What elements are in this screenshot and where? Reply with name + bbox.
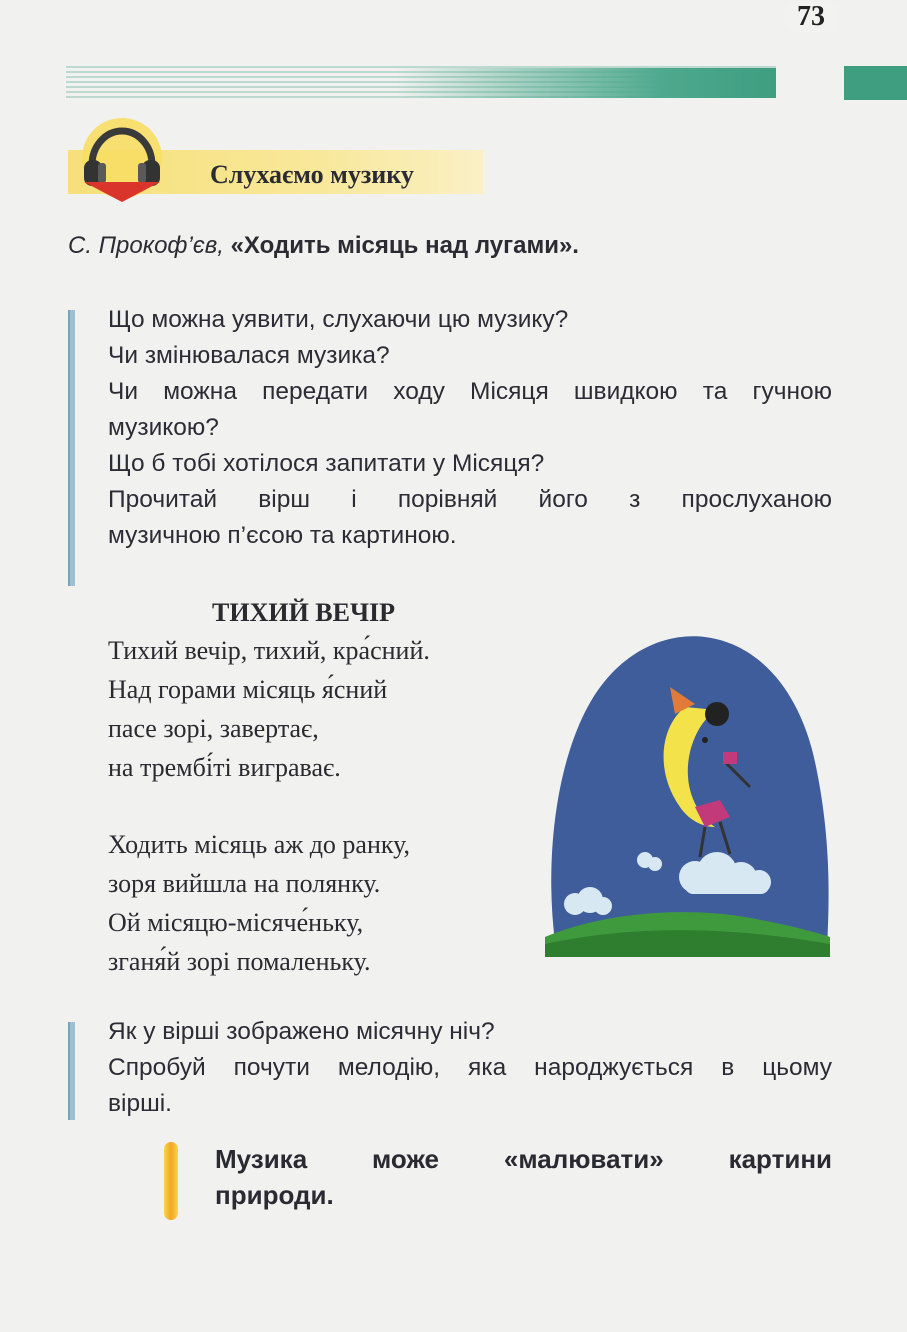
poem-line: Ходить місяць аж до ранку, bbox=[108, 830, 411, 859]
moon-illustration bbox=[545, 632, 830, 957]
composition-line bbox=[68, 232, 579, 260]
conclusion-line: Музика може «малювати» картини bbox=[215, 1144, 832, 1174]
poem-line: зганя́й зорі помаленьку. bbox=[108, 947, 371, 976]
question-line: Спробуй почути мелодію, яка народжується в цьому bbox=[108, 1054, 832, 1081]
section-title: Слухаємо музику bbox=[210, 160, 414, 189]
question-line: Чи змінювалася музика? bbox=[108, 342, 390, 369]
highlight-marker-icon bbox=[160, 1140, 182, 1222]
question-block-bar bbox=[68, 1022, 75, 1120]
conclusion-statement bbox=[215, 1141, 832, 1213]
question-line: Як у вірші зображено місячну ніч? bbox=[108, 1018, 495, 1045]
headphones-icon bbox=[70, 110, 180, 205]
question-line: Що б тобі хотілося запитати у Місяця? bbox=[108, 450, 545, 477]
header-gradient bbox=[396, 68, 776, 98]
composer-name: С. Прокоф’єв, bbox=[68, 232, 224, 259]
question-line: Чи можна передати ходу Місяця швидкою та гучною bbox=[108, 378, 832, 405]
poem-line: Ой місяцю-місяче́ньку, bbox=[108, 908, 364, 937]
header-green-tab bbox=[844, 66, 907, 100]
question-line: вірші. bbox=[108, 1090, 172, 1117]
poem-title: ТИХИЙ ВЕЧІР bbox=[212, 598, 396, 627]
poem-line: зоря вийшла на полянку. bbox=[108, 869, 381, 898]
question-line: Що можна уявити, слухаючи цю музику? bbox=[108, 306, 569, 333]
poem-line: Тихий вечір, тихий, кра́сний. bbox=[108, 636, 430, 665]
poem-line: Над горами місяць я́сний bbox=[108, 675, 388, 704]
work-title: «Ходить місяць над лугами». bbox=[230, 232, 579, 259]
poem-line: на трембі́ті виграває. bbox=[108, 753, 341, 782]
question-line: музикою? bbox=[108, 414, 219, 441]
page-header-band bbox=[66, 66, 907, 100]
page-number: 73 bbox=[783, 2, 839, 32]
question-line: Прочитай вірш і порівняй його з прослуханою bbox=[108, 486, 832, 513]
question-block-bar bbox=[68, 310, 75, 586]
poem-line: пасе зорі, завертає, bbox=[108, 714, 319, 743]
question-line: музичною п’єсою та картиною. bbox=[108, 522, 457, 549]
conclusion-line: природи. bbox=[215, 1180, 334, 1210]
